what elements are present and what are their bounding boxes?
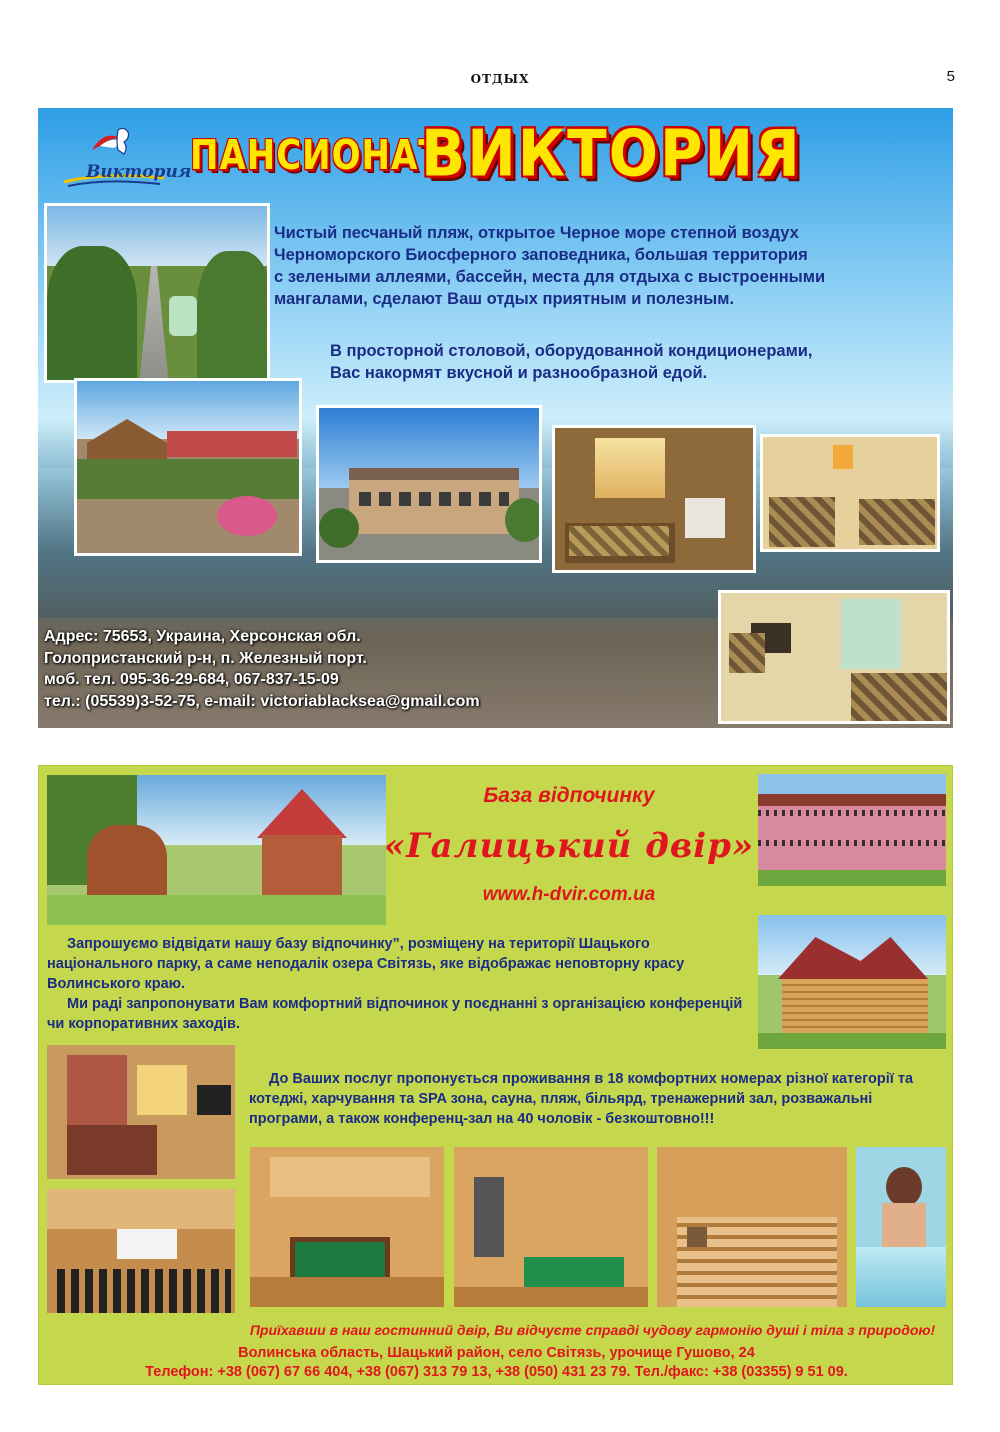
dvir-address (39, 1344, 953, 1382)
photo-bedroom (44, 1042, 238, 1182)
photo-conference-hall (44, 1186, 238, 1316)
intro-paragraph: Ми раді запропонувати Вам комфортний відпочинок у поєднанні з організацією конференцій чи корпоративних заходів. (47, 996, 743, 1032)
photo-billiard-room (247, 1144, 447, 1310)
victoria-contacts (44, 626, 744, 712)
dvir-phone-line: Телефон: +38 (067) 67 66 404, +38 (067) 313 79 13, +38 (050) 431 23 79. Тел./факс: +38 (03355) 9 51 09. (145, 1364, 848, 1380)
photo-main-building (316, 405, 542, 563)
intro-paragraph: Запрошуємо відвідати нашу базу відпочинку”, розміщену на території Шацького національного парку, а саме неподалік озера Світязь, яке відображає неповторну красу Волинського краю. (47, 936, 685, 992)
description-line: с зелеными аллеями, бассейн, места для отдыха с выстроенными (274, 268, 826, 286)
ad-galytskyi-dvir (38, 765, 953, 1385)
contact-phone-email: тел.: (05539)3-52-75, e-mail: victoriablacksea@gmail.com (44, 692, 480, 710)
photo-room-3 (718, 590, 950, 724)
description-line: Чистый песчаный пляж, открытое Черное море степной воздух (274, 224, 799, 242)
food-line: В просторной столовой, оборудованной кондиционерами, (330, 342, 813, 360)
photo-pink-hotel (755, 771, 949, 889)
page-number: 5 (946, 68, 955, 85)
victoria-description (274, 222, 953, 310)
photo-gym (451, 1144, 651, 1310)
section-title: ОТДЫХ (470, 72, 530, 86)
page-header (0, 0, 1000, 100)
description-line: мангалами, сделают Ваш отдых приятным и полезным. (274, 290, 735, 308)
contact-district: Голопристанский р-н, п. Железный порт. (44, 649, 367, 667)
dvir-website-link[interactable]: www.h-dvir.com.ua (482, 884, 656, 905)
dvir-title: «Галицький двір» (383, 826, 755, 866)
dvir-services: До Ваших послуг пропонується проживання в 18 комфортних номерах різної категорії та котеджі, харчування та SPA зона, сауна, пляж, більярд, тренажерний зал, розважальні програми, а також конференц-зал на 40 чоловік - безкоштовно!!! (249, 1071, 914, 1127)
photo-wooden-cottage (755, 912, 949, 1052)
food-line: Вас накормят вкусной и разнообразной едой. (330, 364, 708, 382)
ad-title-name: ВИКТОРИЯ (421, 116, 802, 191)
photo-alley (44, 203, 270, 383)
dvir-intro (47, 934, 752, 1034)
photo-room-1 (552, 425, 756, 573)
description-line: Черноморского Биосферного заповедника, большая территория (274, 246, 808, 264)
dvir-address-line: Волинська область, Шацький район, село Світязь, урочище Гушово, 24 (238, 1345, 755, 1361)
photo-room-2 (760, 434, 940, 552)
ad-pansionat-victoria (38, 108, 953, 728)
photo-jacuzzi (853, 1144, 949, 1310)
dvir-slogan: Приїхавши в наш гостинний двір, Ви відчуєте справді чудову гармонію душі і тіла з природою! (249, 1322, 936, 1338)
victoria-logo (54, 122, 192, 192)
ad-title-prefix: ПАНСИОНАТ (190, 132, 443, 180)
photo-sauna (654, 1144, 850, 1310)
dvir-subtitle: База відпочинку (483, 784, 655, 807)
victoria-logo-text: Виктория (86, 162, 192, 182)
victoria-food-info (330, 340, 930, 384)
photo-gazebo-garden (74, 378, 302, 556)
contact-mobile: моб. тел. 095-36-29-684, 067-837-15-09 (44, 671, 339, 688)
photo-entrance-collage (44, 772, 389, 928)
contact-address: Адрес: 75653, Украина, Херсонская обл. (44, 628, 361, 645)
